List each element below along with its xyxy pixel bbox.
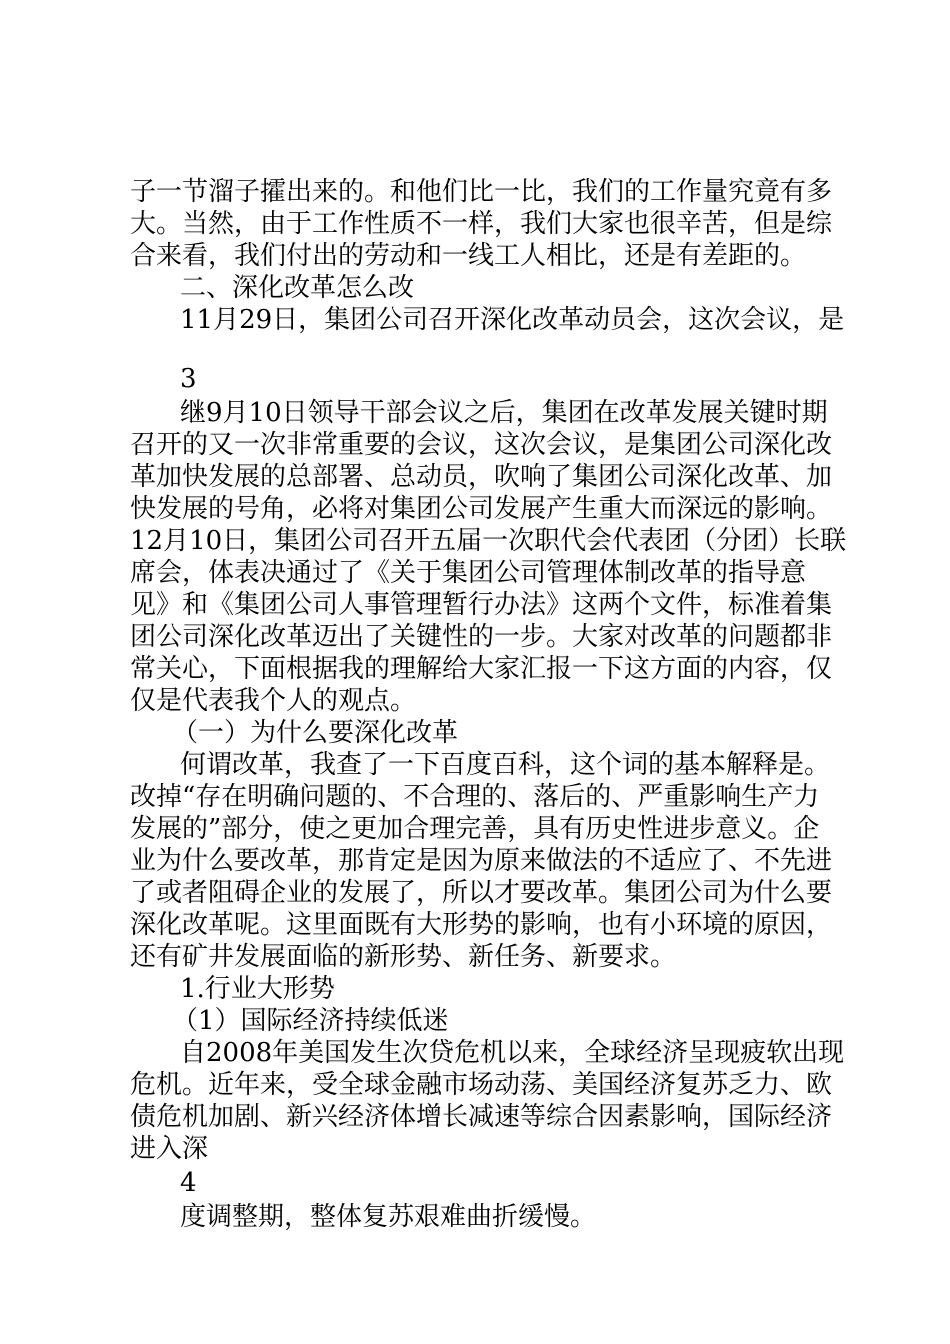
body-text-line: 何谓改革，我查了一下百度百科，这个词的基本解释是。 bbox=[180, 750, 831, 780]
body-text-line: 深化改革呢。这里面既有大形势的影响，也有小环境的原因， bbox=[130, 910, 833, 940]
page-number: 4 bbox=[180, 1168, 197, 1198]
body-text-line: 债危机加剧、新兴经济体增长减速等综合因素影响，国际经济 bbox=[130, 1102, 833, 1132]
body-text-line: 度调整期，整体复苏艰难曲折缓慢。 bbox=[180, 1202, 597, 1232]
body-text-line: 还有矿井发展面临的新形势、新任务、新要求。 bbox=[130, 942, 677, 972]
body-text-line: 进入深 bbox=[130, 1134, 209, 1164]
body-text-line: 11月29日，集团公司召开深化改革动员会，这次会议，是 bbox=[180, 305, 845, 335]
body-text-line: 合来看，我们付出的劳动和一线工人相比，还是有差距的。 bbox=[130, 241, 807, 271]
body-text-line: 12月10日，集团公司召开五届一次职代会代表团（分团）长联 bbox=[130, 526, 847, 556]
subsection-heading: （一）为什么要深化改革 bbox=[172, 718, 459, 748]
body-text-line: 大。当然，由于工作性质不一样，我们大家也很辛苦，但是综 bbox=[130, 209, 833, 239]
body-text-line: 继9月10日领导干部会议之后，集团在改革发展关键时期 bbox=[180, 398, 828, 428]
body-text-line: 了或者阻碍企业的发展了，所以才要改革。集团公司为什么要 bbox=[130, 878, 833, 908]
body-text-line: 见》和《集团公司人事管理暂行办法》这两个文件，标准着集 bbox=[130, 590, 833, 620]
body-text-line: 改掉“存在明确问题的、不合理的、落后的、严重影响生产力 bbox=[130, 782, 820, 812]
body-text-line: 自2008年美国发生次贷危机以来，全球经济呈现疲软出现 bbox=[180, 1038, 845, 1068]
item-heading: 1.行业大形势 bbox=[180, 974, 335, 1004]
body-text-line: 仅是代表我个人的观点。 bbox=[130, 686, 417, 716]
body-text-line: 团公司深化改革迈出了关键性的一步。大家对改革的问题都非 bbox=[130, 622, 833, 652]
body-text-line: 快发展的号角，必将对集团公司发展产生重大而深远的影响。 bbox=[130, 494, 833, 524]
body-text-line: 危机。近年来，受全球金融市场动荡、美国经济复苏乏力、欧 bbox=[130, 1070, 833, 1100]
section-heading: 二、深化改革怎么改 bbox=[180, 273, 415, 303]
page-number: 3 bbox=[180, 364, 197, 394]
body-text-line: 子一节溜子攉出来的。和他们比一比，我们的工作量究竟有多 bbox=[130, 177, 833, 207]
item-subheading: （1）国际经济持续低迷 bbox=[172, 1006, 449, 1036]
body-text-line: 发展的”部分，使之更加合理完善，具有历史性进步意义。企 bbox=[130, 814, 820, 844]
body-text-line: 革加快发展的总部署、总动员，吹响了集团公司深化改革、加 bbox=[130, 462, 833, 492]
body-text-line: 召开的又一次非常重要的会议，这次会议，是集团公司深化改 bbox=[130, 430, 833, 460]
body-text-line: 常关心，下面根据我的理解给大家汇报一下这方面的内容，仅 bbox=[130, 654, 833, 684]
body-text-line: 席会，体表决通过了《关于集团公司管理体制改革的指导意 bbox=[130, 558, 807, 588]
body-text-line: 业为什么要改革，那肯定是因为原来做法的不适应了、不先进 bbox=[130, 846, 833, 876]
